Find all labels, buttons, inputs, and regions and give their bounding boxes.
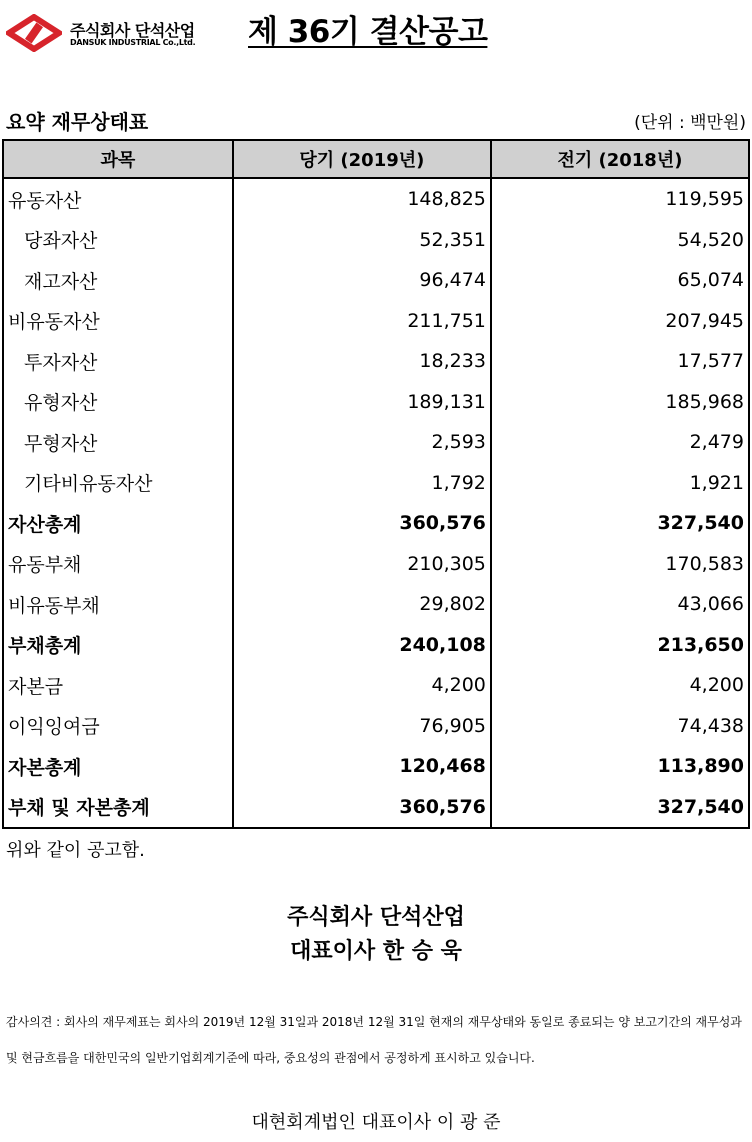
row-previous: 113,890 xyxy=(491,746,749,787)
row-name: 부채 및 자본총계 xyxy=(3,787,233,829)
row-previous: 213,650 xyxy=(491,625,749,666)
row-previous: 43,066 xyxy=(491,584,749,625)
auditor-signature: 대현회계법인 대표이사 이 광 준 xyxy=(251,1112,501,1133)
row-name: 부채총계 xyxy=(3,625,233,666)
row-current: 96,474 xyxy=(233,260,491,301)
table-row xyxy=(3,178,749,220)
column-header-current: 당기 (2019년) xyxy=(233,140,491,178)
table-row xyxy=(3,706,749,747)
row-name: 자산총계 xyxy=(3,503,233,544)
column-header-previous: 전기 (2018년) xyxy=(491,140,749,178)
table-header-row xyxy=(3,140,749,178)
row-name: 자본총계 xyxy=(3,746,233,787)
unit-label: (단위 : 백만원) xyxy=(634,113,746,133)
table-row xyxy=(3,422,749,463)
row-current: 240,108 xyxy=(233,625,491,666)
row-previous: 327,540 xyxy=(491,787,749,829)
row-current: 120,468 xyxy=(233,746,491,787)
table-row xyxy=(3,584,749,625)
row-name: 자본금 xyxy=(3,665,233,706)
table-row-total xyxy=(3,503,749,544)
row-current: 4,200 xyxy=(233,665,491,706)
row-name: 무형자산 xyxy=(3,422,233,463)
page-title: 제 36기 결산공고 xyxy=(248,14,488,50)
row-previous: 207,945 xyxy=(491,301,749,342)
signature-ceo: 대표이사 한 승 욱 xyxy=(290,939,462,964)
row-current: 1,792 xyxy=(233,463,491,504)
table-row-total xyxy=(3,625,749,666)
row-name: 비유동부채 xyxy=(3,584,233,625)
row-previous: 4,200 xyxy=(491,665,749,706)
audit-opinion: 감사의견 : 회사의 재무제표는 회사의 2019년 12월 31일과 2018년 12월 31일 현재의 재무상태와 동일로 종료되는 양 보고기간의 재무성과 및 현금흐름을 대한민국의 일반기업회계기준에 따라, 중요성의 관점에서 공정하게 표시하고 있습니다. xyxy=(6,1015,742,1065)
row-previous: 119,595 xyxy=(491,178,749,220)
header xyxy=(0,0,752,60)
column-header-account: 과목 xyxy=(3,140,233,178)
row-previous: 327,540 xyxy=(491,503,749,544)
company-name-ko: 주식회사 단석산업 xyxy=(70,21,195,40)
table-row xyxy=(3,220,749,261)
table-row-total xyxy=(3,746,749,787)
row-name: 기타비유동자산 xyxy=(3,463,233,504)
row-current: 360,576 xyxy=(233,503,491,544)
company-logo-icon xyxy=(6,14,62,52)
company-name-en: DANSUK INDUSTRIAL Co.,Ltd. xyxy=(70,38,196,47)
signature-company: 주식회사 단석산업 xyxy=(287,905,465,930)
row-name: 유형자산 xyxy=(3,382,233,423)
row-previous: 2,479 xyxy=(491,422,749,463)
row-previous: 74,438 xyxy=(491,706,749,747)
row-name: 유동부채 xyxy=(3,544,233,585)
table-row xyxy=(3,665,749,706)
row-current: 211,751 xyxy=(233,301,491,342)
table-row xyxy=(3,301,749,342)
row-previous: 1,921 xyxy=(491,463,749,504)
row-previous: 65,074 xyxy=(491,260,749,301)
table-row-total xyxy=(3,787,749,829)
row-previous: 185,968 xyxy=(491,382,749,423)
row-previous: 54,520 xyxy=(491,220,749,261)
table-row xyxy=(3,463,749,504)
row-name: 투자자산 xyxy=(3,341,233,382)
row-name: 유동자산 xyxy=(3,178,233,220)
balance-sheet-table xyxy=(2,139,750,829)
notice-text: 위와 같이 공고함. xyxy=(6,840,145,861)
row-name: 재고자산 xyxy=(3,260,233,301)
row-previous: 17,577 xyxy=(491,341,749,382)
table-row xyxy=(3,544,749,585)
row-current: 210,305 xyxy=(233,544,491,585)
table-row xyxy=(3,382,749,423)
row-previous: 170,583 xyxy=(491,544,749,585)
table-row xyxy=(3,260,749,301)
row-current: 18,233 xyxy=(233,341,491,382)
row-current: 29,802 xyxy=(233,584,491,625)
row-current: 189,131 xyxy=(233,382,491,423)
row-current: 360,576 xyxy=(233,787,491,829)
row-current: 148,825 xyxy=(233,178,491,220)
row-current: 76,905 xyxy=(233,706,491,747)
row-name: 이익잉여금 xyxy=(3,706,233,747)
row-name: 당좌자산 xyxy=(3,220,233,261)
section-title: 요약 재무상태표 xyxy=(6,110,149,134)
table-row xyxy=(3,341,749,382)
row-current: 52,351 xyxy=(233,220,491,261)
row-name: 비유동자산 xyxy=(3,301,233,342)
row-current: 2,593 xyxy=(233,422,491,463)
